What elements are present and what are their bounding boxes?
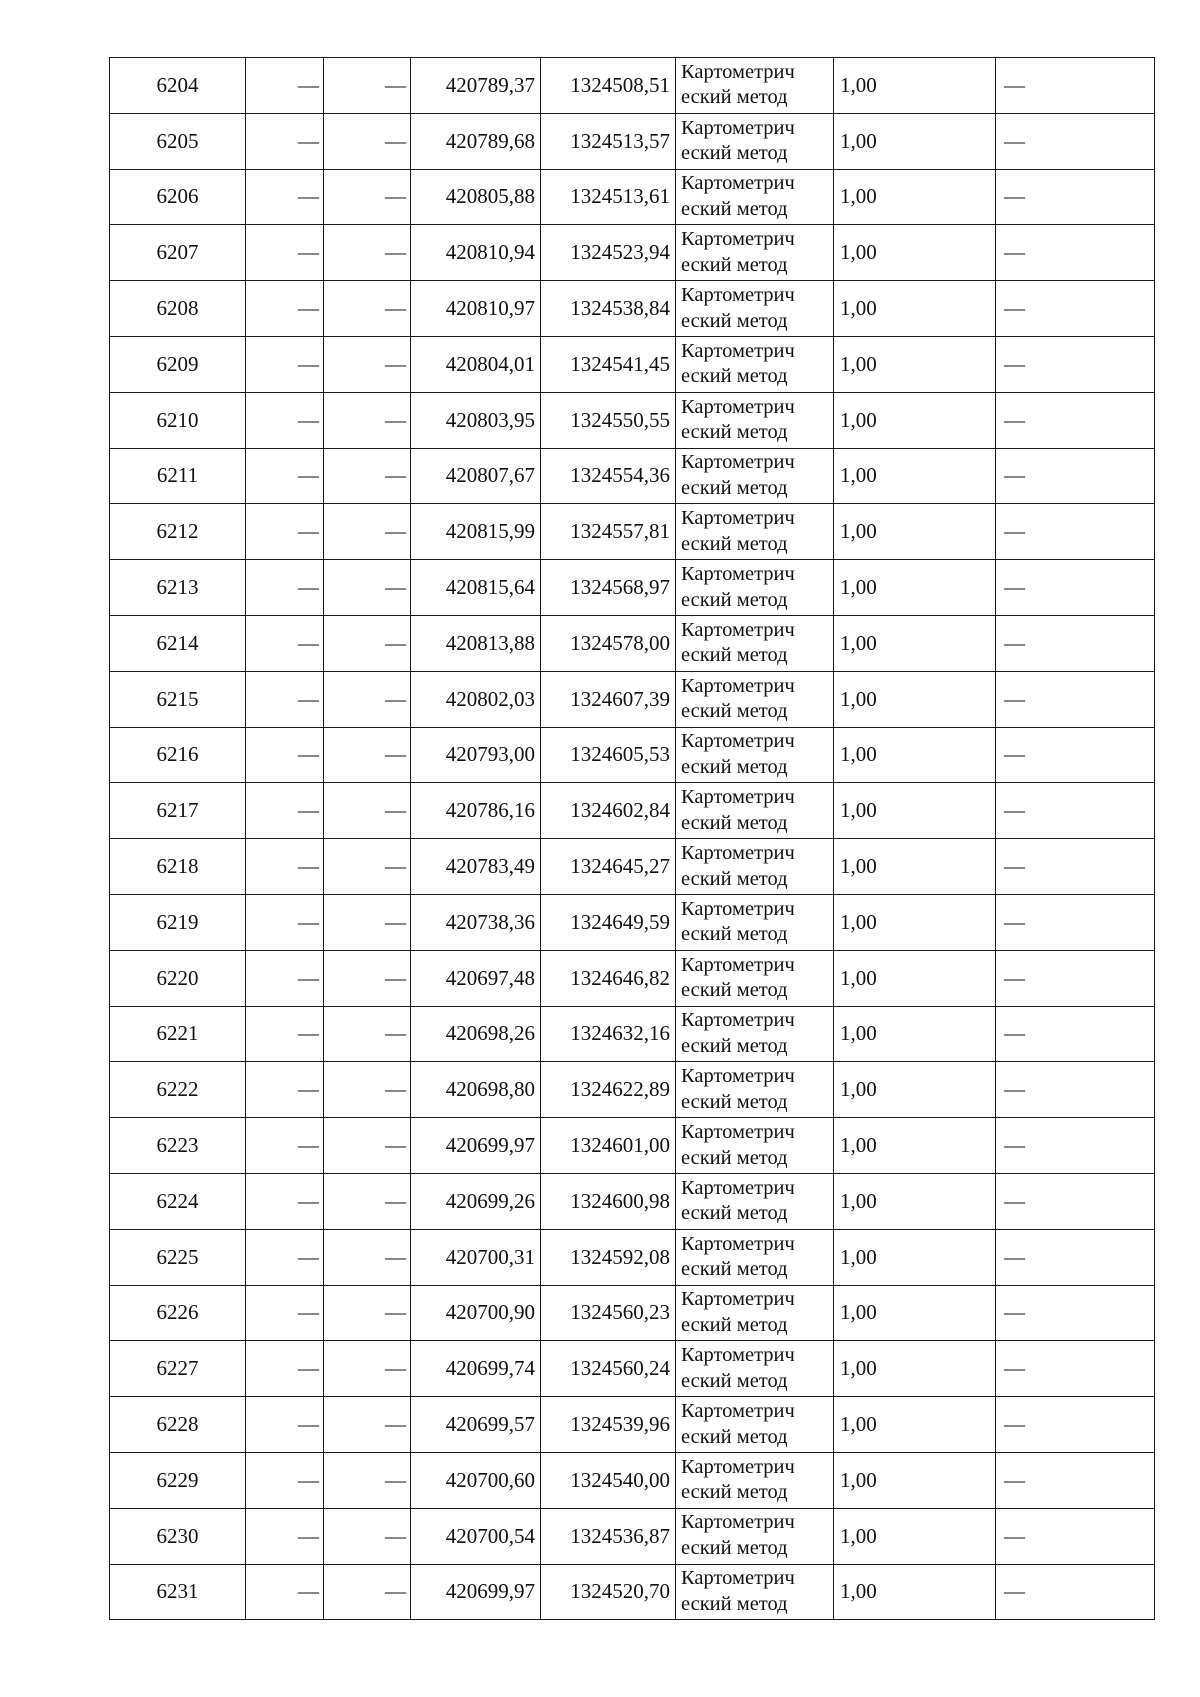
empty-dash-cell: — <box>324 783 411 839</box>
empty-dash-cell: — <box>246 504 324 560</box>
x-coordinate-cell: 420810,94 <box>411 225 541 281</box>
empty-dash-cell: — <box>324 1006 411 1062</box>
y-coordinate-cell: 1324632,16 <box>541 1006 676 1062</box>
table-row <box>110 504 1155 560</box>
table-row <box>110 1508 1155 1564</box>
method-cell: Картометрич еский метод <box>676 839 834 895</box>
table-row <box>110 225 1155 281</box>
empty-dash-cell: — <box>246 1508 324 1564</box>
method-cell: Картометрич еский метод <box>676 1285 834 1341</box>
empty-dash-cell: — <box>996 1285 1155 1341</box>
empty-dash-cell: — <box>324 1564 411 1620</box>
empty-dash-cell: — <box>246 1397 324 1453</box>
empty-dash-cell: — <box>246 1229 324 1285</box>
empty-dash-cell: — <box>246 1285 324 1341</box>
empty-dash-cell: — <box>324 504 411 560</box>
method-cell: Картометрич еский метод <box>676 336 834 392</box>
y-coordinate-cell: 1324602,84 <box>541 783 676 839</box>
method-cell: Картометрич еский метод <box>676 225 834 281</box>
y-coordinate-cell: 1324508,51 <box>541 58 676 114</box>
accuracy-cell: 1,00 <box>834 783 996 839</box>
empty-dash-cell: — <box>246 225 324 281</box>
y-coordinate-cell: 1324600,98 <box>541 1173 676 1229</box>
method-cell: Картометрич еский метод <box>676 504 834 560</box>
point-number-cell: 6227 <box>110 1341 246 1397</box>
table-row <box>110 1285 1155 1341</box>
empty-dash-cell: — <box>246 1173 324 1229</box>
y-coordinate-cell: 1324622,89 <box>541 1062 676 1118</box>
accuracy-cell: 1,00 <box>834 1006 996 1062</box>
point-number-cell: 6207 <box>110 225 246 281</box>
table-row <box>110 615 1155 671</box>
table-row <box>110 113 1155 169</box>
empty-dash-cell: — <box>246 281 324 337</box>
table-row <box>110 560 1155 616</box>
table-row <box>110 1341 1155 1397</box>
point-number-cell: 6225 <box>110 1229 246 1285</box>
accuracy-cell: 1,00 <box>834 225 996 281</box>
empty-dash-cell: — <box>246 336 324 392</box>
empty-dash-cell: — <box>996 1397 1155 1453</box>
empty-dash-cell: — <box>996 950 1155 1006</box>
table-row <box>110 1062 1155 1118</box>
point-number-cell: 6212 <box>110 504 246 560</box>
table-row <box>110 950 1155 1006</box>
empty-dash-cell: — <box>996 1508 1155 1564</box>
method-cell: Картометрич еский метод <box>676 58 834 114</box>
point-number-cell: 6221 <box>110 1006 246 1062</box>
point-number-cell: 6217 <box>110 783 246 839</box>
empty-dash-cell: — <box>996 113 1155 169</box>
point-number-cell: 6228 <box>110 1397 246 1453</box>
x-coordinate-cell: 420738,36 <box>411 894 541 950</box>
x-coordinate-cell: 420700,90 <box>411 1285 541 1341</box>
method-cell: Картометрич еский метод <box>676 1062 834 1118</box>
accuracy-cell: 1,00 <box>834 1173 996 1229</box>
point-number-cell: 6231 <box>110 1564 246 1620</box>
empty-dash-cell: — <box>996 281 1155 337</box>
method-cell: Картометрич еский метод <box>676 1229 834 1285</box>
empty-dash-cell: — <box>996 392 1155 448</box>
empty-dash-cell: — <box>324 392 411 448</box>
empty-dash-cell: — <box>324 560 411 616</box>
empty-dash-cell: — <box>996 1341 1155 1397</box>
y-coordinate-cell: 1324649,59 <box>541 894 676 950</box>
empty-dash-cell: — <box>324 1285 411 1341</box>
accuracy-cell: 1,00 <box>834 1229 996 1285</box>
point-number-cell: 6209 <box>110 336 246 392</box>
y-coordinate-cell: 1324513,61 <box>541 169 676 225</box>
x-coordinate-cell: 420789,68 <box>411 113 541 169</box>
empty-dash-cell: — <box>996 448 1155 504</box>
point-number-cell: 6210 <box>110 392 246 448</box>
empty-dash-cell: — <box>246 894 324 950</box>
point-number-cell: 6208 <box>110 281 246 337</box>
table-row <box>110 1564 1155 1620</box>
method-cell: Картометрич еский метод <box>676 1173 834 1229</box>
y-coordinate-cell: 1324578,00 <box>541 615 676 671</box>
table-row <box>110 727 1155 783</box>
method-cell: Картометрич еский метод <box>676 113 834 169</box>
x-coordinate-cell: 420699,97 <box>411 1564 541 1620</box>
accuracy-cell: 1,00 <box>834 504 996 560</box>
empty-dash-cell: — <box>996 560 1155 616</box>
empty-dash-cell: — <box>996 1229 1155 1285</box>
empty-dash-cell: — <box>324 113 411 169</box>
accuracy-cell: 1,00 <box>834 1508 996 1564</box>
y-coordinate-cell: 1324520,70 <box>541 1564 676 1620</box>
empty-dash-cell: — <box>324 950 411 1006</box>
empty-dash-cell: — <box>246 1006 324 1062</box>
empty-dash-cell: — <box>246 1062 324 1118</box>
accuracy-cell: 1,00 <box>834 1062 996 1118</box>
empty-dash-cell: — <box>324 671 411 727</box>
y-coordinate-cell: 1324592,08 <box>541 1229 676 1285</box>
accuracy-cell: 1,00 <box>834 1285 996 1341</box>
empty-dash-cell: — <box>246 448 324 504</box>
method-cell: Картометрич еский метод <box>676 1397 834 1453</box>
empty-dash-cell: — <box>246 169 324 225</box>
point-number-cell: 6215 <box>110 671 246 727</box>
y-coordinate-cell: 1324605,53 <box>541 727 676 783</box>
y-coordinate-cell: 1324646,82 <box>541 950 676 1006</box>
y-coordinate-cell: 1324541,45 <box>541 336 676 392</box>
x-coordinate-cell: 420789,37 <box>411 58 541 114</box>
accuracy-cell: 1,00 <box>834 1452 996 1508</box>
accuracy-cell: 1,00 <box>834 894 996 950</box>
empty-dash-cell: — <box>324 615 411 671</box>
point-number-cell: 6220 <box>110 950 246 1006</box>
point-number-cell: 6219 <box>110 894 246 950</box>
x-coordinate-cell: 420810,97 <box>411 281 541 337</box>
y-coordinate-cell: 1324536,87 <box>541 1508 676 1564</box>
accuracy-cell: 1,00 <box>834 1118 996 1174</box>
table-row <box>110 1118 1155 1174</box>
point-number-cell: 6229 <box>110 1452 246 1508</box>
empty-dash-cell: — <box>996 336 1155 392</box>
coordinates-table <box>109 57 1155 1620</box>
table-row <box>110 392 1155 448</box>
empty-dash-cell: — <box>246 392 324 448</box>
table-row <box>110 1452 1155 1508</box>
point-number-cell: 6214 <box>110 615 246 671</box>
empty-dash-cell: — <box>324 1452 411 1508</box>
empty-dash-cell: — <box>324 1397 411 1453</box>
method-cell: Картометрич еский метод <box>676 727 834 783</box>
x-coordinate-cell: 420803,95 <box>411 392 541 448</box>
x-coordinate-cell: 420815,99 <box>411 504 541 560</box>
point-number-cell: 6204 <box>110 58 246 114</box>
x-coordinate-cell: 420815,64 <box>411 560 541 616</box>
empty-dash-cell: — <box>324 281 411 337</box>
y-coordinate-cell: 1324557,81 <box>541 504 676 560</box>
empty-dash-cell: — <box>996 225 1155 281</box>
empty-dash-cell: — <box>324 1173 411 1229</box>
x-coordinate-cell: 420807,67 <box>411 448 541 504</box>
empty-dash-cell: — <box>324 839 411 895</box>
x-coordinate-cell: 420805,88 <box>411 169 541 225</box>
point-number-cell: 6222 <box>110 1062 246 1118</box>
accuracy-cell: 1,00 <box>834 671 996 727</box>
x-coordinate-cell: 420783,49 <box>411 839 541 895</box>
empty-dash-cell: — <box>246 1452 324 1508</box>
empty-dash-cell: — <box>996 671 1155 727</box>
point-number-cell: 6205 <box>110 113 246 169</box>
empty-dash-cell: — <box>996 727 1155 783</box>
x-coordinate-cell: 420700,31 <box>411 1229 541 1285</box>
x-coordinate-cell: 420699,74 <box>411 1341 541 1397</box>
point-number-cell: 6226 <box>110 1285 246 1341</box>
method-cell: Картометрич еский метод <box>676 783 834 839</box>
empty-dash-cell: — <box>324 448 411 504</box>
empty-dash-cell: — <box>246 671 324 727</box>
empty-dash-cell: — <box>246 727 324 783</box>
table-row <box>110 1173 1155 1229</box>
empty-dash-cell: — <box>324 1062 411 1118</box>
point-number-cell: 6230 <box>110 1508 246 1564</box>
y-coordinate-cell: 1324513,57 <box>541 113 676 169</box>
method-cell: Картометрич еский метод <box>676 1452 834 1508</box>
empty-dash-cell: — <box>996 783 1155 839</box>
method-cell: Картометрич еский метод <box>676 1508 834 1564</box>
accuracy-cell: 1,00 <box>834 839 996 895</box>
point-number-cell: 6206 <box>110 169 246 225</box>
empty-dash-cell: — <box>996 894 1155 950</box>
empty-dash-cell: — <box>246 1341 324 1397</box>
empty-dash-cell: — <box>324 1341 411 1397</box>
x-coordinate-cell: 420786,16 <box>411 783 541 839</box>
y-coordinate-cell: 1324538,84 <box>541 281 676 337</box>
empty-dash-cell: — <box>324 336 411 392</box>
y-coordinate-cell: 1324560,24 <box>541 1341 676 1397</box>
accuracy-cell: 1,00 <box>834 448 996 504</box>
point-number-cell: 6224 <box>110 1173 246 1229</box>
empty-dash-cell: — <box>324 1118 411 1174</box>
empty-dash-cell: — <box>246 1564 324 1620</box>
empty-dash-cell: — <box>996 169 1155 225</box>
empty-dash-cell: — <box>246 783 324 839</box>
empty-dash-cell: — <box>996 58 1155 114</box>
empty-dash-cell: — <box>996 839 1155 895</box>
empty-dash-cell: — <box>246 1118 324 1174</box>
method-cell: Картометрич еский метод <box>676 950 834 1006</box>
method-cell: Картометрич еский метод <box>676 1564 834 1620</box>
method-cell: Картометрич еский метод <box>676 615 834 671</box>
empty-dash-cell: — <box>246 113 324 169</box>
table-row <box>110 58 1155 114</box>
empty-dash-cell: — <box>246 839 324 895</box>
method-cell: Картометрич еский метод <box>676 671 834 727</box>
empty-dash-cell: — <box>246 950 324 1006</box>
x-coordinate-cell: 420698,80 <box>411 1062 541 1118</box>
accuracy-cell: 1,00 <box>834 615 996 671</box>
x-coordinate-cell: 420700,54 <box>411 1508 541 1564</box>
empty-dash-cell: — <box>996 1062 1155 1118</box>
y-coordinate-cell: 1324540,00 <box>541 1452 676 1508</box>
table-row <box>110 783 1155 839</box>
method-cell: Картометрич еский метод <box>676 1341 834 1397</box>
empty-dash-cell: — <box>324 225 411 281</box>
x-coordinate-cell: 420699,97 <box>411 1118 541 1174</box>
empty-dash-cell: — <box>324 58 411 114</box>
accuracy-cell: 1,00 <box>834 336 996 392</box>
accuracy-cell: 1,00 <box>834 281 996 337</box>
table-row <box>110 281 1155 337</box>
accuracy-cell: 1,00 <box>834 58 996 114</box>
x-coordinate-cell: 420802,03 <box>411 671 541 727</box>
empty-dash-cell: — <box>996 1564 1155 1620</box>
accuracy-cell: 1,00 <box>834 392 996 448</box>
method-cell: Картометрич еский метод <box>676 560 834 616</box>
point-number-cell: 6218 <box>110 839 246 895</box>
x-coordinate-cell: 420804,01 <box>411 336 541 392</box>
table-row <box>110 448 1155 504</box>
table-row <box>110 671 1155 727</box>
empty-dash-cell: — <box>996 504 1155 560</box>
empty-dash-cell: — <box>246 58 324 114</box>
empty-dash-cell: — <box>324 1508 411 1564</box>
y-coordinate-cell: 1324645,27 <box>541 839 676 895</box>
empty-dash-cell: — <box>246 615 324 671</box>
y-coordinate-cell: 1324539,96 <box>541 1397 676 1453</box>
accuracy-cell: 1,00 <box>834 727 996 783</box>
accuracy-cell: 1,00 <box>834 169 996 225</box>
method-cell: Картометрич еский метод <box>676 169 834 225</box>
table-row <box>110 839 1155 895</box>
accuracy-cell: 1,00 <box>834 560 996 616</box>
y-coordinate-cell: 1324554,36 <box>541 448 676 504</box>
accuracy-cell: 1,00 <box>834 1397 996 1453</box>
x-coordinate-cell: 420793,00 <box>411 727 541 783</box>
method-cell: Картометрич еский метод <box>676 1118 834 1174</box>
x-coordinate-cell: 420813,88 <box>411 615 541 671</box>
empty-dash-cell: — <box>996 615 1155 671</box>
x-coordinate-cell: 420698,26 <box>411 1006 541 1062</box>
x-coordinate-cell: 420699,26 <box>411 1173 541 1229</box>
method-cell: Картометрич еский метод <box>676 1006 834 1062</box>
empty-dash-cell: — <box>324 727 411 783</box>
accuracy-cell: 1,00 <box>834 1564 996 1620</box>
point-number-cell: 6213 <box>110 560 246 616</box>
y-coordinate-cell: 1324550,55 <box>541 392 676 448</box>
table-row <box>110 1006 1155 1062</box>
table-row <box>110 169 1155 225</box>
accuracy-cell: 1,00 <box>834 113 996 169</box>
x-coordinate-cell: 420699,57 <box>411 1397 541 1453</box>
empty-dash-cell: — <box>246 560 324 616</box>
method-cell: Картометрич еский метод <box>676 392 834 448</box>
y-coordinate-cell: 1324523,94 <box>541 225 676 281</box>
point-number-cell: 6223 <box>110 1118 246 1174</box>
empty-dash-cell: — <box>996 1173 1155 1229</box>
table-row <box>110 1229 1155 1285</box>
y-coordinate-cell: 1324601,00 <box>541 1118 676 1174</box>
accuracy-cell: 1,00 <box>834 950 996 1006</box>
table-row <box>110 894 1155 950</box>
table-row <box>110 1397 1155 1453</box>
method-cell: Картометрич еский метод <box>676 448 834 504</box>
x-coordinate-cell: 420700,60 <box>411 1452 541 1508</box>
method-cell: Картометрич еский метод <box>676 894 834 950</box>
empty-dash-cell: — <box>996 1006 1155 1062</box>
method-cell: Картометрич еский метод <box>676 281 834 337</box>
y-coordinate-cell: 1324560,23 <box>541 1285 676 1341</box>
table-row <box>110 336 1155 392</box>
table-body <box>110 58 1155 1620</box>
empty-dash-cell: — <box>996 1118 1155 1174</box>
x-coordinate-cell: 420697,48 <box>411 950 541 1006</box>
empty-dash-cell: — <box>996 1452 1155 1508</box>
empty-dash-cell: — <box>324 1229 411 1285</box>
empty-dash-cell: — <box>324 894 411 950</box>
empty-dash-cell: — <box>324 169 411 225</box>
accuracy-cell: 1,00 <box>834 1341 996 1397</box>
y-coordinate-cell: 1324568,97 <box>541 560 676 616</box>
point-number-cell: 6216 <box>110 727 246 783</box>
point-number-cell: 6211 <box>110 448 246 504</box>
y-coordinate-cell: 1324607,39 <box>541 671 676 727</box>
